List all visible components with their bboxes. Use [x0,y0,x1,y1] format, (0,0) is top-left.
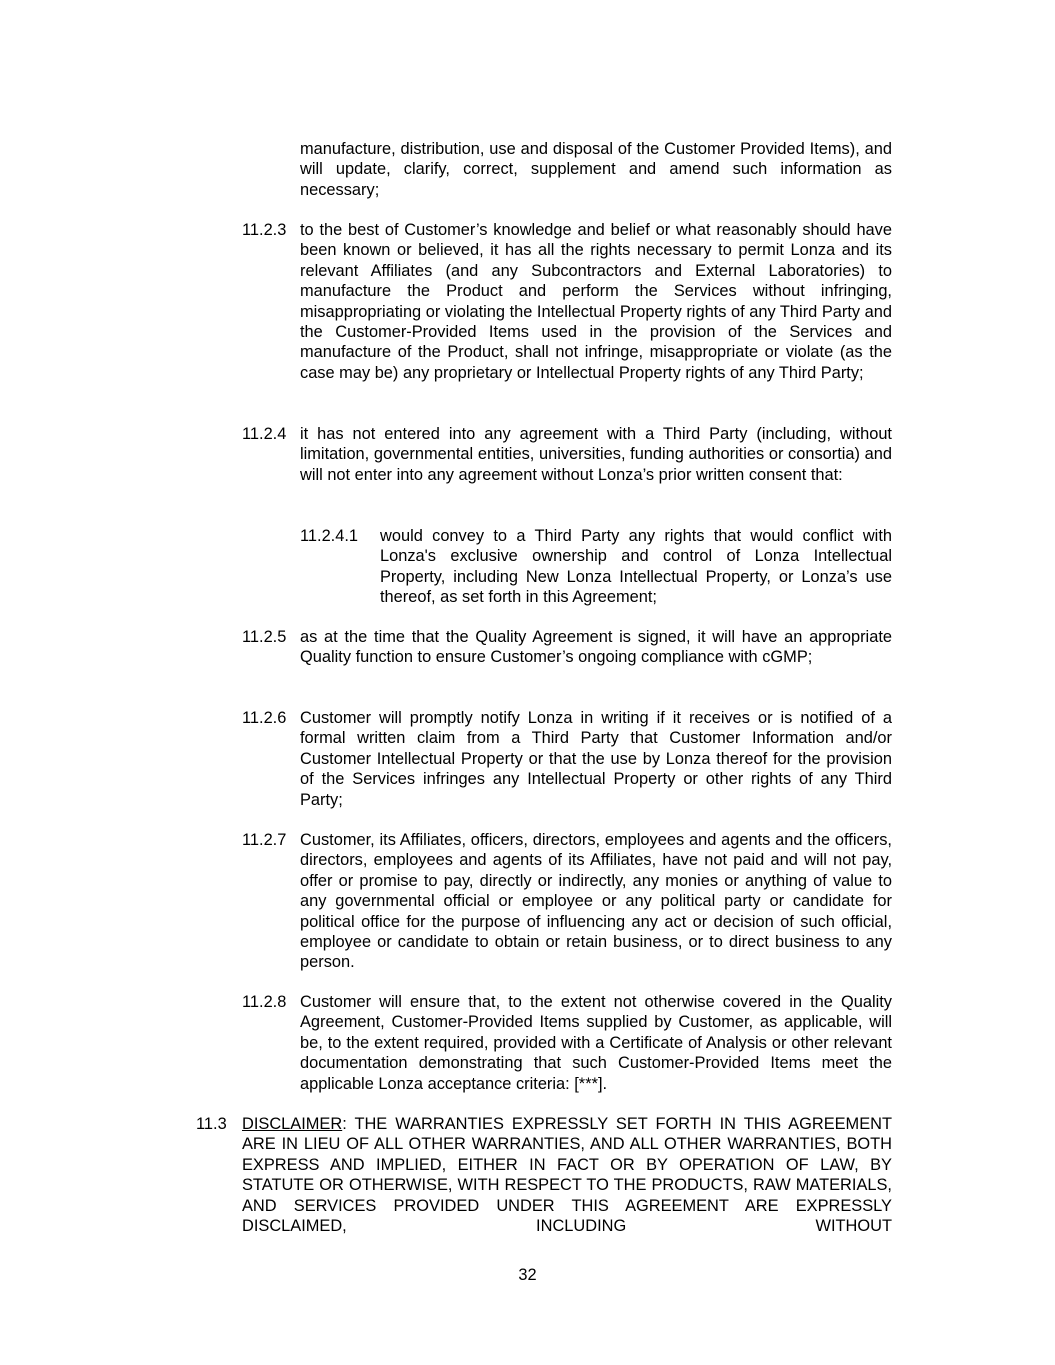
clause-number: 11.2.3 [242,221,287,239]
disclaimer-heading: DISCLAIMER [242,1115,343,1133]
clause-number: 11.2.8 [242,993,287,1011]
clause-number: 11.3 [196,1115,227,1133]
continuation-paragraph: manufacture, distribution, use and disposal of the Customer Provided Items), and will update, clarify, correct, supplement and amend such information as necessary; [300,140,892,199]
clause-text: would convey to a Third Party any rights that would conflict with Lonza's exclusive ownership and control of Lonza Intellectual Property, including New Lonza Intellectual Property, or Lonza’s use thereof, as set forth in this Agreement; [380,527,892,607]
clause-number: 11.2.7 [242,831,287,849]
clause-text: to the best of Customer’s knowledge and belief or what reasonably should have been known or believed, it has all the rights necessary to permit Lonza and its relevant Affiliates (and any Subcontractors and External Laboratories) to manufacture the Product and perform the Services without infringing, misappropriating or violating the Intellectual Property rights of any Third Party and the Customer-Provided Items used in the provision of the Services and manufacture of the Product, shall not infringe, misappropriate or violate (as the case may be) any proprietary or Intellectual Property rights of any Third Party; [300,221,892,382]
clause-text: Customer will ensure that, to the extent not otherwise covered in the Quality Agreement, Customer-Provided Items supplied by Customer, as applicable, will be, to the extent required, provided with a Certificate of Analysis or other relevant documentation demonstrating that such Customer-Provided Items meet the applicable Lonza acceptance criteria: [***]. [300,993,892,1093]
clause-text: as at the time that the Quality Agreement is signed, it will have an appropriate Quality function to ensure Customer’s ongoing compliance with cGMP; [300,628,892,667]
clause-number: 11.2.6 [242,709,287,727]
clause-text: it has not entered into any agreement with a Third Party (including, without limitation, governmental entities, universities, funding authorities or consortia) and will not enter into any agreement without Lonza’s prior written consent that: [300,425,892,484]
clause-text: Customer, its Affiliates, officers, directors, employees and agents and the officers, directors, employees and agents of its Affiliates, have not paid and will not pay, offer or promise to pay, directly or indirectly, any monies or anything of value to any governmental official or employee or any political party or candidate for political office for the purpose of influencing any act or decision of such official, employee or candidate to obtain or retain business, or to direct business to any person. [300,831,892,972]
clause-text: Customer will promptly notify Lonza in writing if it receives or is notified of a formal written claim from a Third Party that Customer Information and/or Customer Intellectual Property or that the use by Lonza thereof for the provision of the Services infringes any Intellectual Property or other rights of any Third Party; [300,709,892,809]
disclaimer-body: : THE WARRANTIES EXPRESSLY SET FORTH IN THIS AGREEMENT ARE IN LIEU OF ALL OTHER WARRANTIES, AND ALL OTHER WARRANTIES, BOTH EXPRESS AND IMPLIED, EITHER IN FACT OR BY OPERATION OF LAW, BY STATUTE OR OTHERWISE, WITH RESPECT TO THE PRODUCTS, RAW MATERIALS, AND SERVICES PROVIDED UNDER THIS AGREEMENT ARE EXPRESSLY DISCLAIMED, INCLUDING WITHOUT [242,1115,892,1236]
page-number: 32 [518,1266,537,1284]
clause-number: 11.2.5 [242,628,287,646]
clause-number: 11.2.4.1 [300,527,359,545]
clause-number: 11.2.4 [242,425,287,443]
disclaimer-text [242,1114,892,1236]
